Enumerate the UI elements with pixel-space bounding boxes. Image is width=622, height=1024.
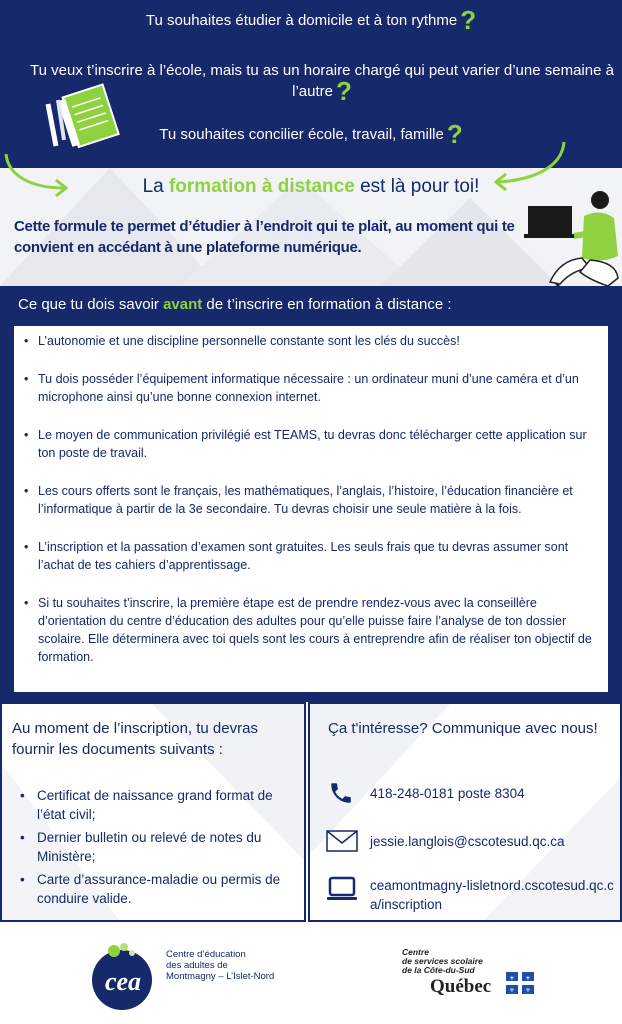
question-mark-icon: ? — [460, 5, 477, 35]
list-item: • Carte d’assurance-maladie ou permis de conduire valide. — [20, 870, 300, 908]
list-item: • Dernier bulletin ou relevé de notes du Ministère; — [20, 828, 300, 866]
question-1 — [0, 5, 622, 35]
cea-name-line-1: Centre d’éducation — [166, 949, 246, 960]
documents-title: Au moment de l’inscription, tu devras fournir les documents suivants : — [12, 720, 258, 758]
list-item: • Certificat de naissance grand format de l’état civil; — [20, 786, 300, 824]
list-item: • L’inscription et la passation d’examen sont gratuites. Les seuls frais que tu devras assumer sont l’achat de tes cahiers d’apprentissage. — [24, 538, 596, 574]
info-list-box — [14, 326, 608, 692]
intro-text: Cette formule te permet d’étudier à l’endroit qui te plait, au moment qui te convient en accédant à une plateforme numérique. — [14, 218, 515, 256]
question-mark-icon: ? — [446, 119, 463, 149]
css-name-line-3: de la Côte-du-Sud — [402, 965, 475, 975]
list-item: • Le moyen de communication privilégié est TEAMS, tu devras donc télécharger cette application sur ton poste de travail. — [24, 426, 596, 462]
contact-title: Ça t'intéresse? Communique avec nous! — [328, 720, 598, 737]
css-name — [402, 948, 483, 975]
cea-logo-text: cea — [104, 967, 142, 996]
cea-logo — [90, 940, 170, 1012]
list-item: • L’autonomie et une discipline personnelle constante sont les clés du succès! — [24, 332, 596, 350]
section-title — [18, 296, 452, 313]
section-title-pre: Ce que tu dois savoir — [18, 296, 164, 313]
person-laptop-icon — [520, 186, 622, 292]
email-icon — [326, 830, 358, 852]
headline-pre: La — [142, 176, 169, 197]
section-title-accent: avant — [163, 296, 203, 313]
headline-accent: formation à distance — [168, 176, 355, 197]
list-item: • Si tu souhaites t’inscrire, la première étape est de prendre rendez-vous avec la conseillère d’orientation du centre d’éducation des adultes pour qu’elle puisse faire l’analyse de ton dossier scolaire. Elle déterminera avec toi quels sont les cours à entreprendre afin de réaliser ton objectif de formation. — [24, 594, 596, 666]
cea-name-line-3: Montmagny – L’Islet-Nord — [166, 971, 275, 982]
phone-link[interactable]: 418-248-0181 poste 8304 — [370, 786, 525, 801]
quebec-flag-icon — [506, 972, 534, 994]
cea-name — [166, 949, 274, 982]
css-name-line-2: de services scolaire — [402, 956, 483, 966]
cea-name-line-2: des adultes de — [166, 960, 228, 971]
list-item: • Tu dois posséder l’équipement informatique nécessaire : un ordinateur muni d’une caméra et d’un microphone ainsi qu’une bonne connexion internet. — [24, 370, 596, 406]
notebook-pencils-icon — [40, 82, 130, 152]
list-item: • Les cours offerts sont le français, les mathématiques, l’anglais, l’histoire, l’éducation financière et l’informatique à partir de la 3e secondaire. Tu devras choisir une seule matière à la fois. — [24, 482, 596, 518]
question-mark-icon: ? — [335, 76, 352, 106]
question-1-text: Tu souhaites étudier à domicile et à ton rythme — [145, 12, 458, 29]
info-list — [24, 332, 596, 666]
question-3-text: Tu souhaites concilier école, travail, famille — [159, 126, 444, 143]
documents-list — [20, 786, 300, 912]
svg-text:⚜: ⚜ — [525, 988, 531, 994]
question-2-text: Tu veux t’inscrire à l’école, mais tu as un horaire chargé qui peut varier d’une semaine à l’autre — [30, 62, 614, 100]
laptop-icon — [326, 876, 358, 902]
email-link[interactable]: jessie.langlois@cscotesud.qc.ca — [370, 834, 565, 849]
website-link[interactable]: ceamontmagny-lisletnord.cscotesud.qc.ca/inscription — [370, 878, 614, 912]
quebec-wordmark: Québec — [430, 976, 492, 997]
svg-text:⚜: ⚜ — [509, 988, 515, 994]
svg-text:⚜: ⚜ — [525, 976, 531, 982]
headline-post: est là pour toi! — [354, 176, 480, 197]
svg-text:⚜: ⚜ — [509, 976, 515, 982]
css-name-line-1: Centre — [402, 947, 429, 957]
section-title-post: de t’inscrire en formation à distance : — [202, 296, 452, 313]
phone-icon — [328, 780, 354, 806]
